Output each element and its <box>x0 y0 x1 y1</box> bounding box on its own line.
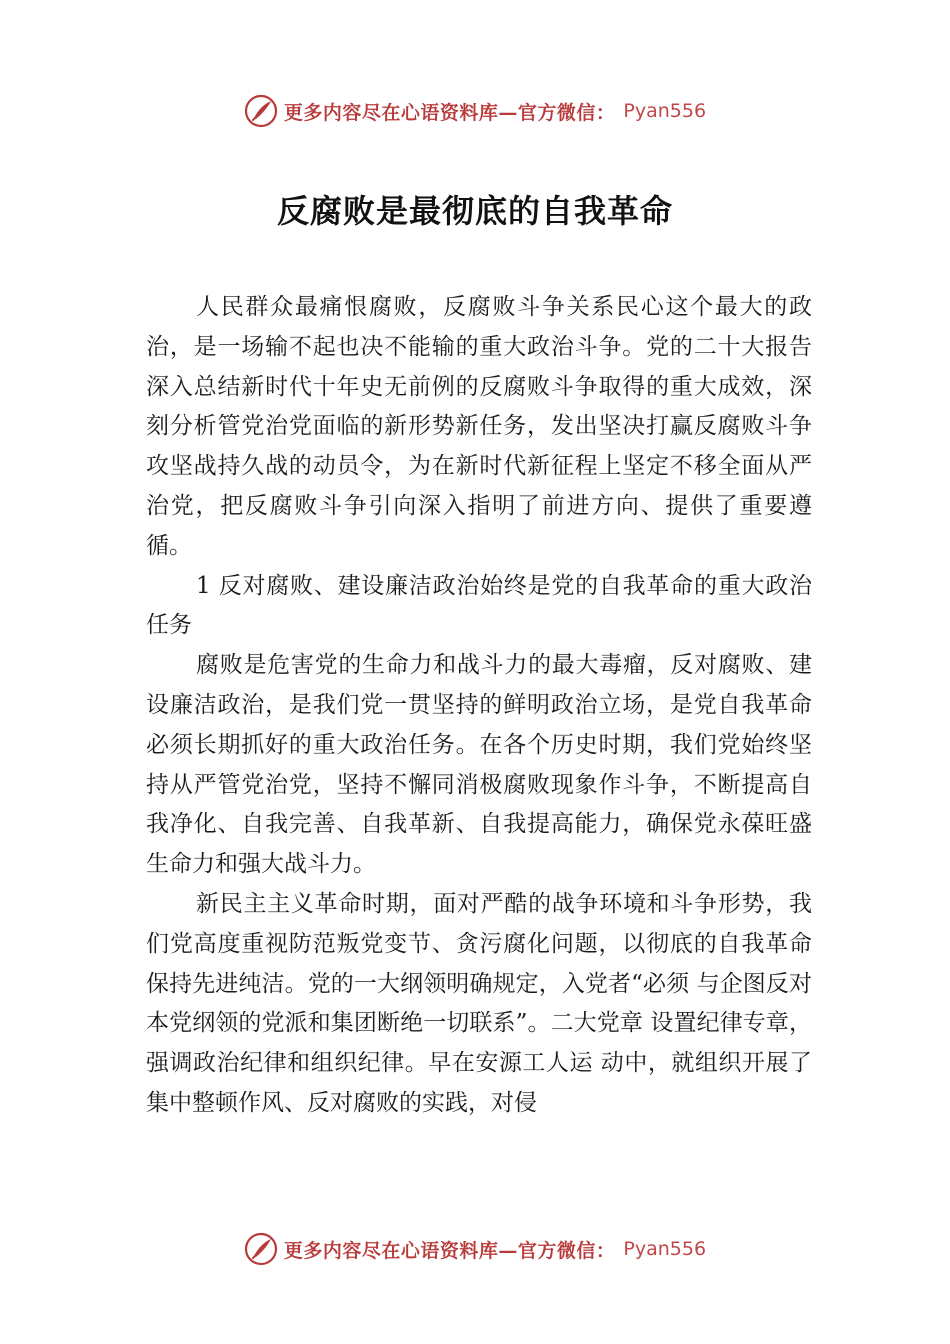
watermark-text: 更多内容尽在心语资料库—官方微信： <box>283 1239 616 1262</box>
paragraph-corruption: 腐败是危害党的生命力和战斗力的最大毒瘤，反对腐败、建设廉洁政治，是我们党一贯坚持的鲜明政治立场，是党自我革命必须长期抓好的重大政治任务。在各个历史时期，我们党始终坚持从严管党治党，坚持不懈同消极腐败现象作斗争，不断提高自我净化、自我完善、自我革新、自我提高能力，确保党永葆旺盛生命力和强大战斗力。 <box>146 652 812 878</box>
quill-logo-icon <box>244 94 278 128</box>
paragraph-new-democratic-revolution: 新民主主义革命时期，面对严酷的战争环境和斗争形势，我们党高度重视防范叛党变节、贪污腐化问题，以彻底的自我革命保持先进纯洁。党的一大纲领明确规定，入党者“必须 与企图反对本党纲领的党派和集团断绝一切联系”。二大党章 设置纪律专章，强调政治纪律和组织纪律。早在安源工人运 动中，就组织开展了集中整顿作风、反对腐败的实践，对侵 <box>146 890 812 1116</box>
quill-logo-icon <box>244 1232 278 1266</box>
paragraph-intro: 人民群众最痛恨腐败，反腐败斗争关系民心这个最大的政治，是一场输不起也决不能输的重大政治斗争。党的二十大报告深入总结新时代十年史无前例的反腐败斗争取得的重大成效，深刻分析管党治党面临的新形势新任务，发出坚决打赢反腐败斗争攻坚战持久战的动员令，为在新时代新征程上坚定不移全面从严治党，把反腐败斗争引向深入指明了前进方向、提供了重要遵循。 <box>146 294 812 559</box>
header-watermark <box>0 94 950 128</box>
footer-watermark <box>0 1232 950 1266</box>
watermark-text: 更多内容尽在心语资料库—官方微信： <box>283 101 616 124</box>
watermark-handle: Pyan556 <box>623 1238 707 1260</box>
watermark-handle: Pyan556 <box>623 100 707 122</box>
document-body <box>146 288 812 1124</box>
section-heading-1: 1 反对腐败、建设廉洁政治始终是党的自我革命的重大政治任务 <box>146 572 812 639</box>
document-title: 反腐败是最彻底的自我革命 <box>276 192 673 230</box>
